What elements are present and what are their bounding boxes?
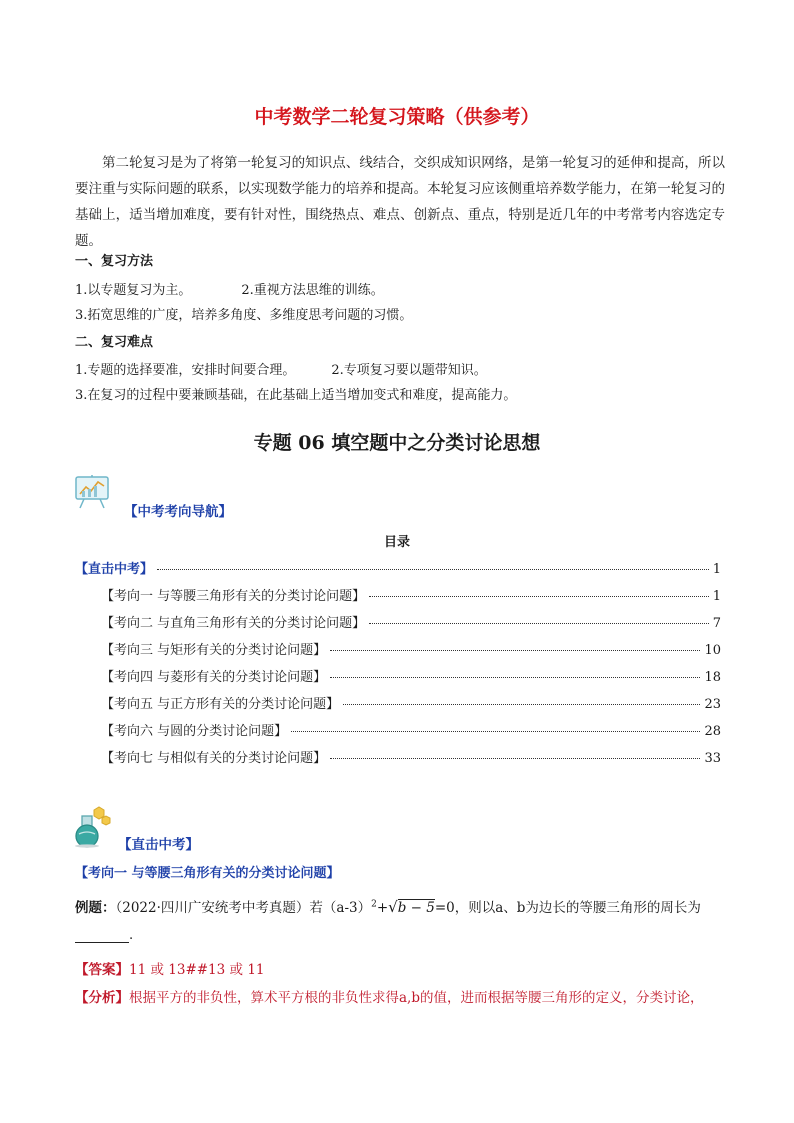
example-tail: =0，则以a、b为边长的等腰三角形的周长为 bbox=[434, 900, 701, 916]
toc-entry[interactable] bbox=[101, 747, 721, 774]
answer-label: 【答案】 bbox=[75, 962, 129, 978]
toc-page-number: 10 bbox=[704, 643, 721, 658]
toc-entry[interactable] bbox=[101, 720, 721, 747]
analysis-label: 【分析】 bbox=[75, 990, 129, 1006]
toc-leader bbox=[330, 758, 700, 759]
difficulty-item-3: 3.在复习的过程中要兼顾基础，在此基础上适当增加变式和难度，提高能力。 bbox=[75, 388, 517, 403]
method-item-3: 3.拓宽思维的广度，培养多角度、多维度思考问题的习惯。 bbox=[75, 308, 413, 323]
method-item-1: 1.以专题复习为主。 bbox=[75, 283, 192, 298]
toc-entry-label: 【考向七 与相似有关的分类讨论问题】 bbox=[101, 751, 327, 766]
example-plus: + bbox=[376, 900, 389, 916]
example-answer-blank bbox=[75, 928, 735, 943]
methods-line-1 bbox=[75, 279, 735, 298]
toc-leader bbox=[330, 650, 700, 651]
toc-entry-label: 【考向一 与等腰三角形有关的分类讨论问题】 bbox=[101, 589, 366, 604]
toc-entry[interactable] bbox=[101, 693, 721, 720]
analysis-line bbox=[75, 986, 735, 1006]
example-radicand: b − 5 bbox=[397, 900, 435, 916]
toc-page-number: 1 bbox=[712, 562, 721, 577]
flask-icon bbox=[72, 806, 112, 848]
difficulty-item-2: 2.专项复习要以题带知识。 bbox=[331, 363, 487, 378]
toc-subentries bbox=[75, 585, 721, 774]
answer-blank bbox=[75, 930, 129, 943]
toc-page-number: 7 bbox=[712, 616, 721, 631]
table-of-contents bbox=[75, 558, 721, 774]
section-heading-difficulties: 二、复习难点 bbox=[75, 335, 154, 350]
toc-entry[interactable] bbox=[101, 612, 721, 639]
direct-exam-label: 【直击中考】 bbox=[118, 837, 199, 853]
toc-entry-label: 【直击中考】 bbox=[75, 562, 154, 577]
example-end: . bbox=[129, 928, 134, 943]
answer-text: 11 或 13##13 或 11 bbox=[129, 962, 265, 978]
toc-page-number: 1 bbox=[712, 589, 721, 604]
example-question bbox=[75, 896, 735, 916]
sqrt-symbol: √ bbox=[388, 898, 398, 916]
toc-entry-label: 【考向六 与圆的分类讨论问题】 bbox=[101, 724, 288, 739]
toc-leader bbox=[330, 677, 700, 678]
method-item-2: 2.重视方法思维的训练。 bbox=[241, 283, 384, 298]
answer-line bbox=[75, 958, 735, 978]
toc-heading: 目录 bbox=[383, 535, 410, 550]
toc-page-number: 28 bbox=[704, 724, 721, 739]
example-exponent: 2 bbox=[371, 899, 377, 910]
difficulties-line-1 bbox=[75, 359, 735, 378]
topic-title: 专题 06 填空题中之分类讨论思想 bbox=[253, 432, 541, 454]
direction-one-heading: 【考向一 与等腰三角形有关的分类讨论问题】 bbox=[75, 866, 340, 881]
toc-leader bbox=[157, 569, 709, 570]
toc-leader bbox=[369, 623, 709, 624]
intro-text: 第二轮复习是为了将第一轮复习的知识点、线结合，交织成知识网络，是第一轮复习的延伸和提高，所以要注重与实际问题的联系，以实现数学能力的培养和提高。本轮复习应该侧重培养数学能力，在第一轮复习的基础上，适当增加难度，要有针对性，围绕热点、难点、创新点、重点，特别是近几年的中考常考内容选定专题。 bbox=[75, 155, 725, 249]
page-title: 中考数学二轮复习策略（供参考） bbox=[254, 106, 540, 128]
toc-entry-label: 【考向三 与矩形有关的分类讨论问题】 bbox=[101, 643, 327, 658]
toc-page-number: 18 bbox=[704, 670, 721, 685]
exam-navigation-label: 【中考考向导航】 bbox=[124, 504, 232, 520]
difficulty-item-1: 1.专题的选择要准，安排时间要合理。 bbox=[75, 363, 296, 378]
section-heading-methods: 一、复习方法 bbox=[75, 254, 154, 269]
toc-leader bbox=[291, 731, 700, 732]
toc-page-number: 23 bbox=[704, 697, 721, 712]
toc-page-number: 33 bbox=[704, 751, 721, 766]
toc-entry-label: 【考向二 与直角三角形有关的分类讨论问题】 bbox=[101, 616, 366, 631]
analysis-text: 根据平方的非负性，算术平方根的非负性求得a,b的值，进而根据等腰三角形的定义，分类讨论， bbox=[129, 990, 704, 1006]
toc-entry[interactable] bbox=[101, 666, 721, 693]
intro-paragraph bbox=[75, 150, 725, 254]
toc-entry[interactable] bbox=[101, 585, 721, 612]
toc-leader bbox=[369, 596, 709, 597]
toc-entry-label: 【考向五 与正方形有关的分类讨论问题】 bbox=[101, 697, 340, 712]
example-label: 例题： bbox=[75, 900, 116, 916]
toc-entry-main[interactable] bbox=[75, 558, 721, 585]
toc-entry[interactable] bbox=[101, 639, 721, 666]
example-source: （2022·四川广安统考中考真题）若（a-3） bbox=[115, 900, 372, 916]
toc-entry-label: 【考向四 与菱形有关的分类讨论问题】 bbox=[101, 670, 327, 685]
toc-leader bbox=[343, 704, 700, 705]
presentation-board-icon bbox=[74, 474, 112, 510]
